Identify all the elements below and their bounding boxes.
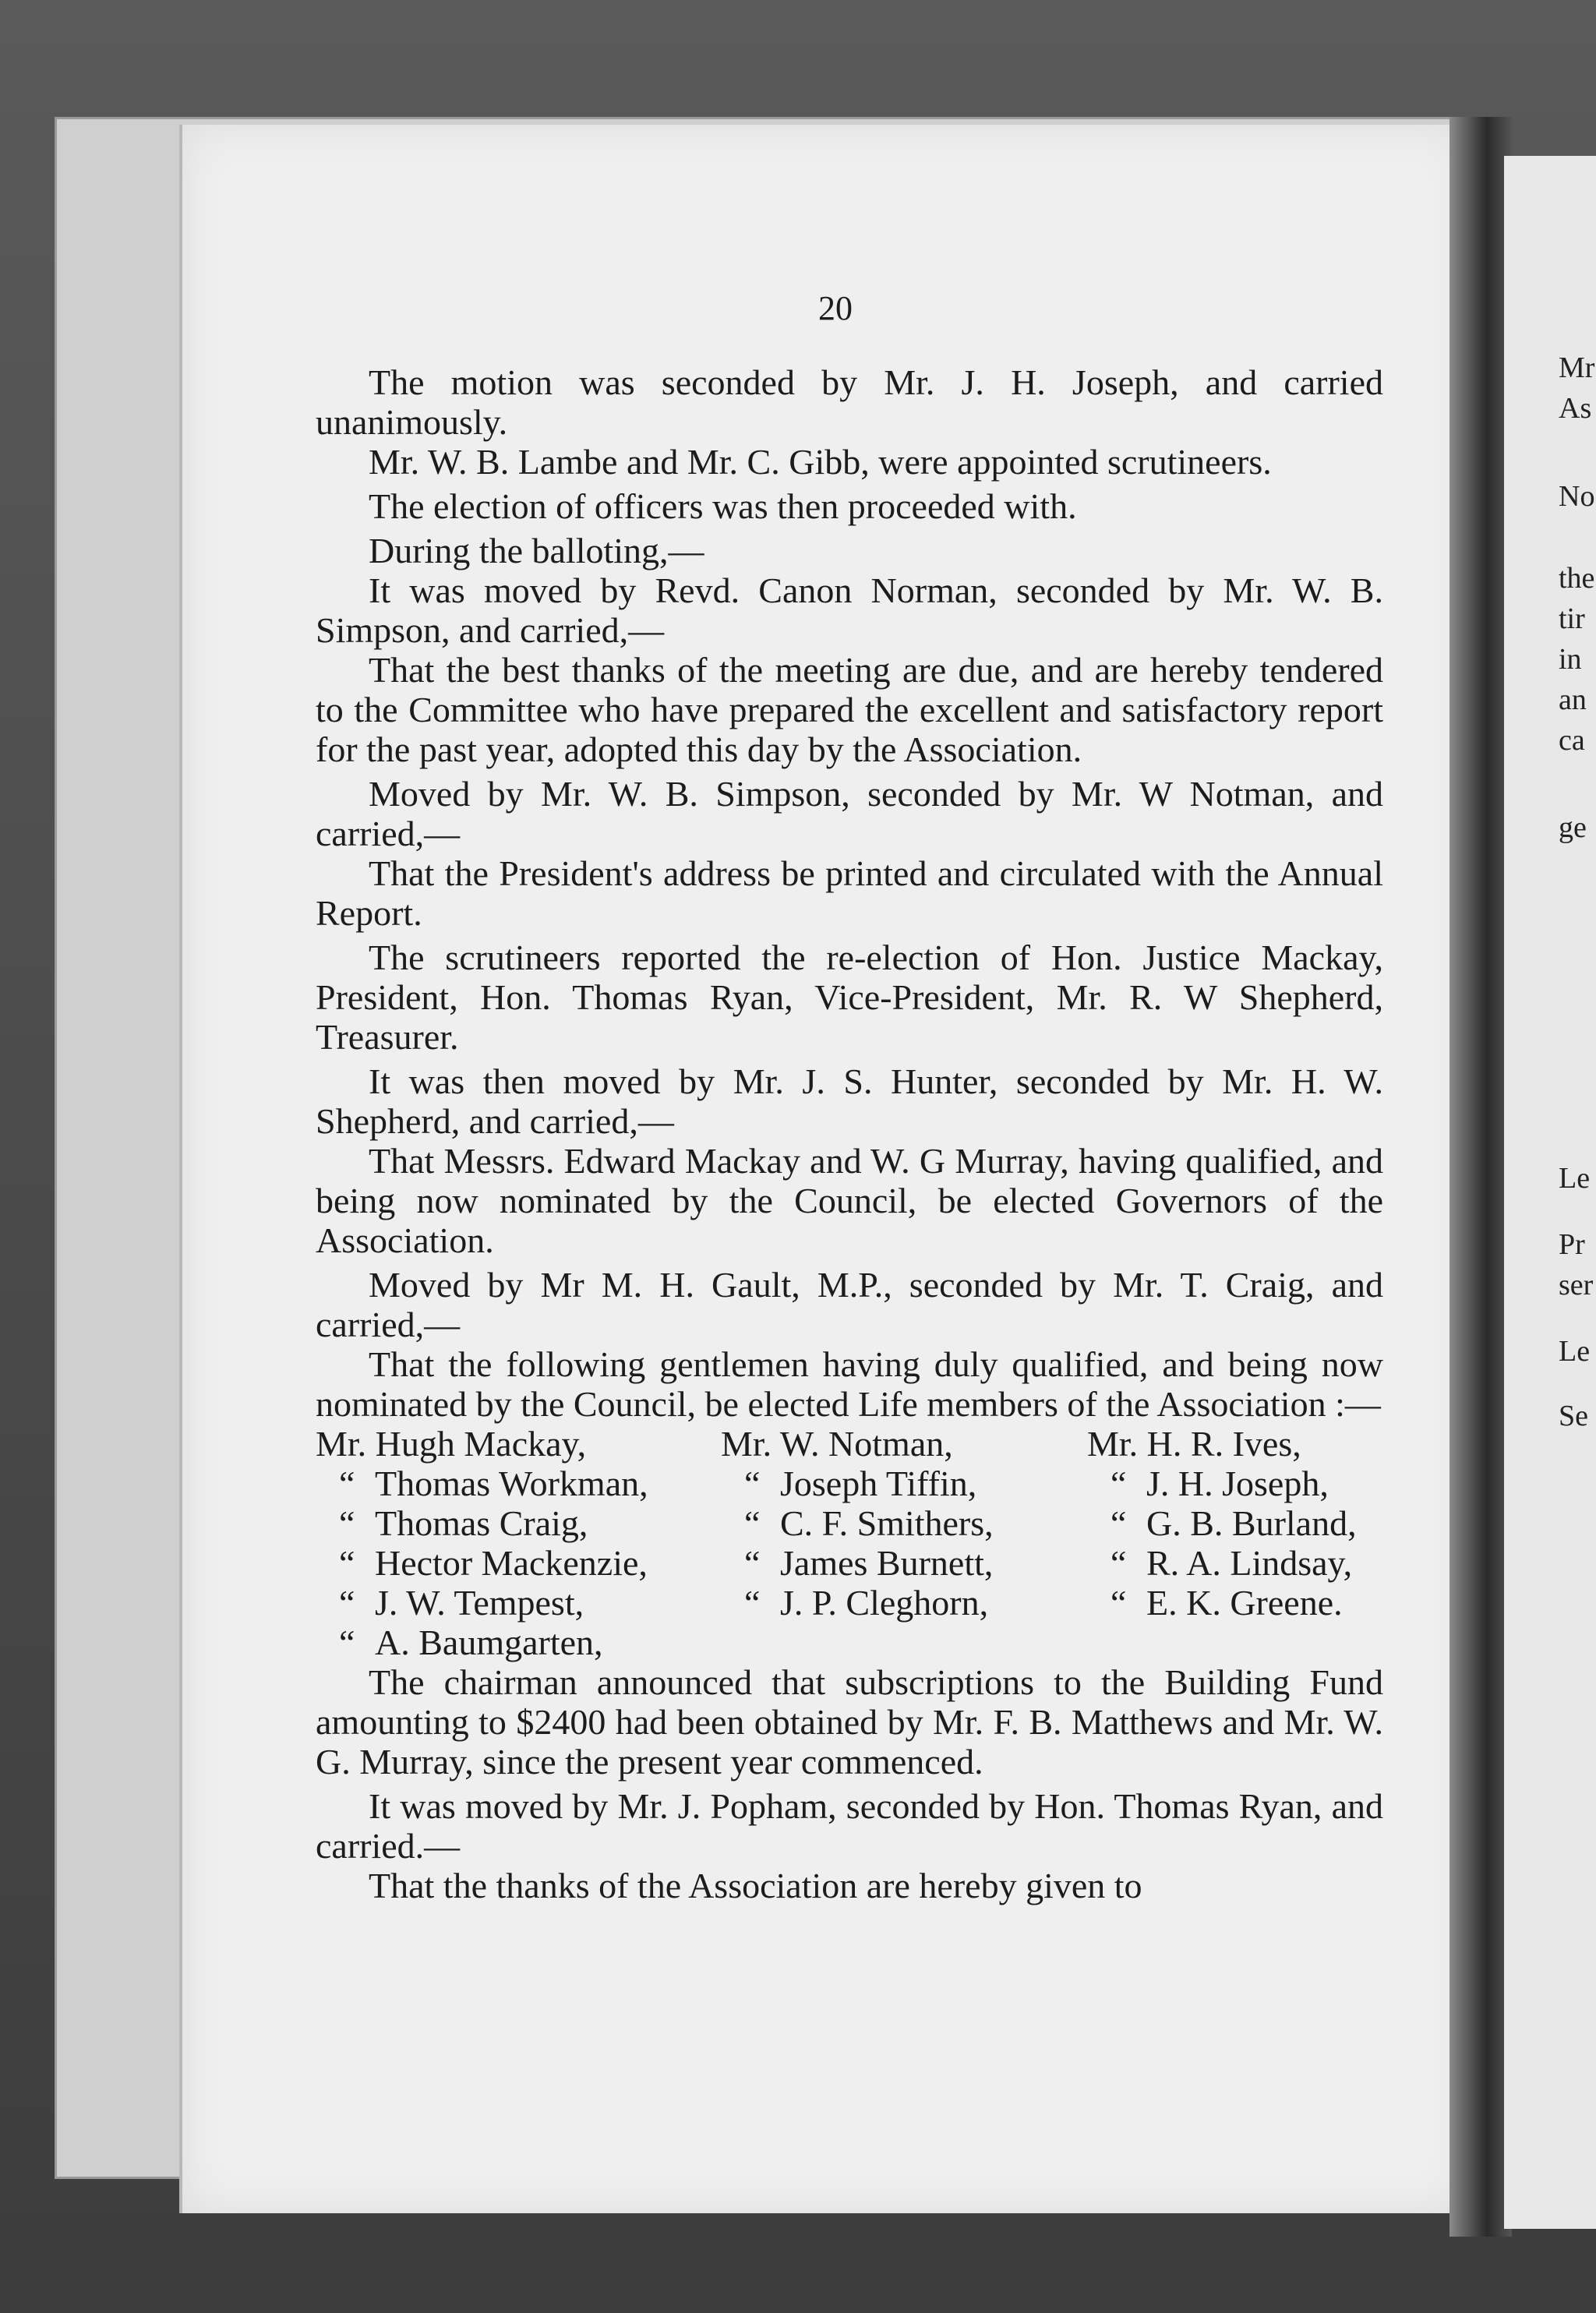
member-name: “ C. F. Smithers, xyxy=(721,1503,1087,1543)
page-body xyxy=(316,362,1383,1905)
member-name: “ Thomas Craig, xyxy=(316,1503,721,1543)
facing-fragment: Se xyxy=(1559,1400,1588,1432)
facing-fragment: the xyxy=(1559,562,1595,595)
paragraph: It was moved by Mr. J. Popham, seconded by Hon. Thomas Ryan, and carried.— xyxy=(316,1786,1383,1866)
facing-fragment: an xyxy=(1559,683,1587,716)
facing-page-edge xyxy=(1504,156,1596,2229)
paragraph: The motion was seconded by Mr. J. H. Joseph, and carried unanimously. xyxy=(316,362,1383,442)
member-name: Mr. H. R. Ives, xyxy=(1087,1424,1301,1464)
member-name: “ J. H. Joseph, xyxy=(1087,1464,1383,1503)
paragraph: Moved by Mr M. H. Gault, M.P., seconded by Mr. T. Craig, and carried,— xyxy=(316,1265,1383,1344)
facing-fragment: ge xyxy=(1559,811,1587,844)
paragraph: The scrutineers reported the re-election of Hon. Justice Mackay, President, Hon. Thomas Ryan, Vice-President, Mr. R. W Shepherd, Treasurer. xyxy=(316,938,1383,1057)
paragraph: The election of officers was then proceeded with. xyxy=(369,486,1077,526)
facing-fragment: Mr xyxy=(1559,351,1595,384)
member-name: “ Thomas Workman, xyxy=(316,1464,721,1503)
member-name: Mr. Hugh Mackay, xyxy=(316,1424,587,1464)
member-name: “ Hector Mackenzie, xyxy=(316,1543,721,1583)
page-number: 20 xyxy=(818,289,853,327)
book-gutter xyxy=(1449,117,1512,2237)
paragraph: That the following gentlemen having duly qualified, and being now nominated by the Council, be elected Life members of the Association :— xyxy=(316,1344,1383,1424)
paragraph: The chairman announced that subscriptions to the Building Fund amounting to $2400 had been obtained by Mr. F. B. Matthews and Mr. W. G. Murray, since the present year commenced. xyxy=(316,1662,1383,1782)
facing-fragment: tir xyxy=(1559,602,1585,635)
facing-fragment: As xyxy=(1559,392,1592,425)
paragraph: That the thanks of the Association are hereby given to xyxy=(369,1866,1142,1905)
facing-fragment: Le xyxy=(1559,1335,1591,1368)
facing-fragment: ca xyxy=(1559,724,1585,757)
life-members-list xyxy=(316,1424,1383,1662)
member-name: Mr. W. Notman, xyxy=(721,1424,953,1464)
paragraph: That Messrs. Edward Mackay and W. G Murray, having qualified, and being now nominated by the Council, be elected Governors of the Association. xyxy=(316,1141,1383,1260)
member-name: “ J. P. Cleghorn, xyxy=(721,1583,1087,1623)
facing-fragment: No xyxy=(1559,480,1595,513)
facing-fragment: Pr xyxy=(1559,1228,1585,1261)
member-name: “ Joseph Tiffin, xyxy=(721,1464,1087,1503)
paragraph: It was moved by Revd. Canon Norman, seconded by Mr. W. B. Simpson, and carried,— xyxy=(316,570,1383,650)
paragraph: That the best thanks of the meeting are due, and are hereby tendered to the Committee who have prepared the excellent and satisfactory report for the past year, adopted this day by the Association. xyxy=(316,650,1383,769)
member-name: “ E. K. Greene. xyxy=(1087,1583,1383,1623)
paragraph: It was then moved by Mr. J. S. Hunter, seconded by Mr. H. W. Shepherd, and carried,— xyxy=(316,1061,1383,1141)
member-name: “ J. W. Tempest, xyxy=(316,1583,721,1623)
paragraph: During the balloting,— xyxy=(369,531,704,570)
member-name: “ A. Baumgarten, xyxy=(316,1623,721,1662)
facing-fragment: in xyxy=(1559,643,1582,676)
member-name: “ G. B. Burland, xyxy=(1087,1503,1383,1543)
member-name: “ R. A. Lindsay, xyxy=(1087,1543,1383,1583)
paragraph: That the President's address be printed and circulated with the Annual Report. xyxy=(316,853,1383,933)
member-name: “ James Burnett, xyxy=(721,1543,1087,1583)
paragraph: Mr. W. B. Lambe and Mr. C. Gibb, were appointed scrutineers. xyxy=(369,442,1272,482)
facing-fragment: ser xyxy=(1559,1269,1594,1301)
paragraph: Moved by Mr. W. B. Simpson, seconded by Mr. W Notman, and carried,— xyxy=(316,774,1383,853)
facing-fragment: Le xyxy=(1559,1162,1591,1195)
